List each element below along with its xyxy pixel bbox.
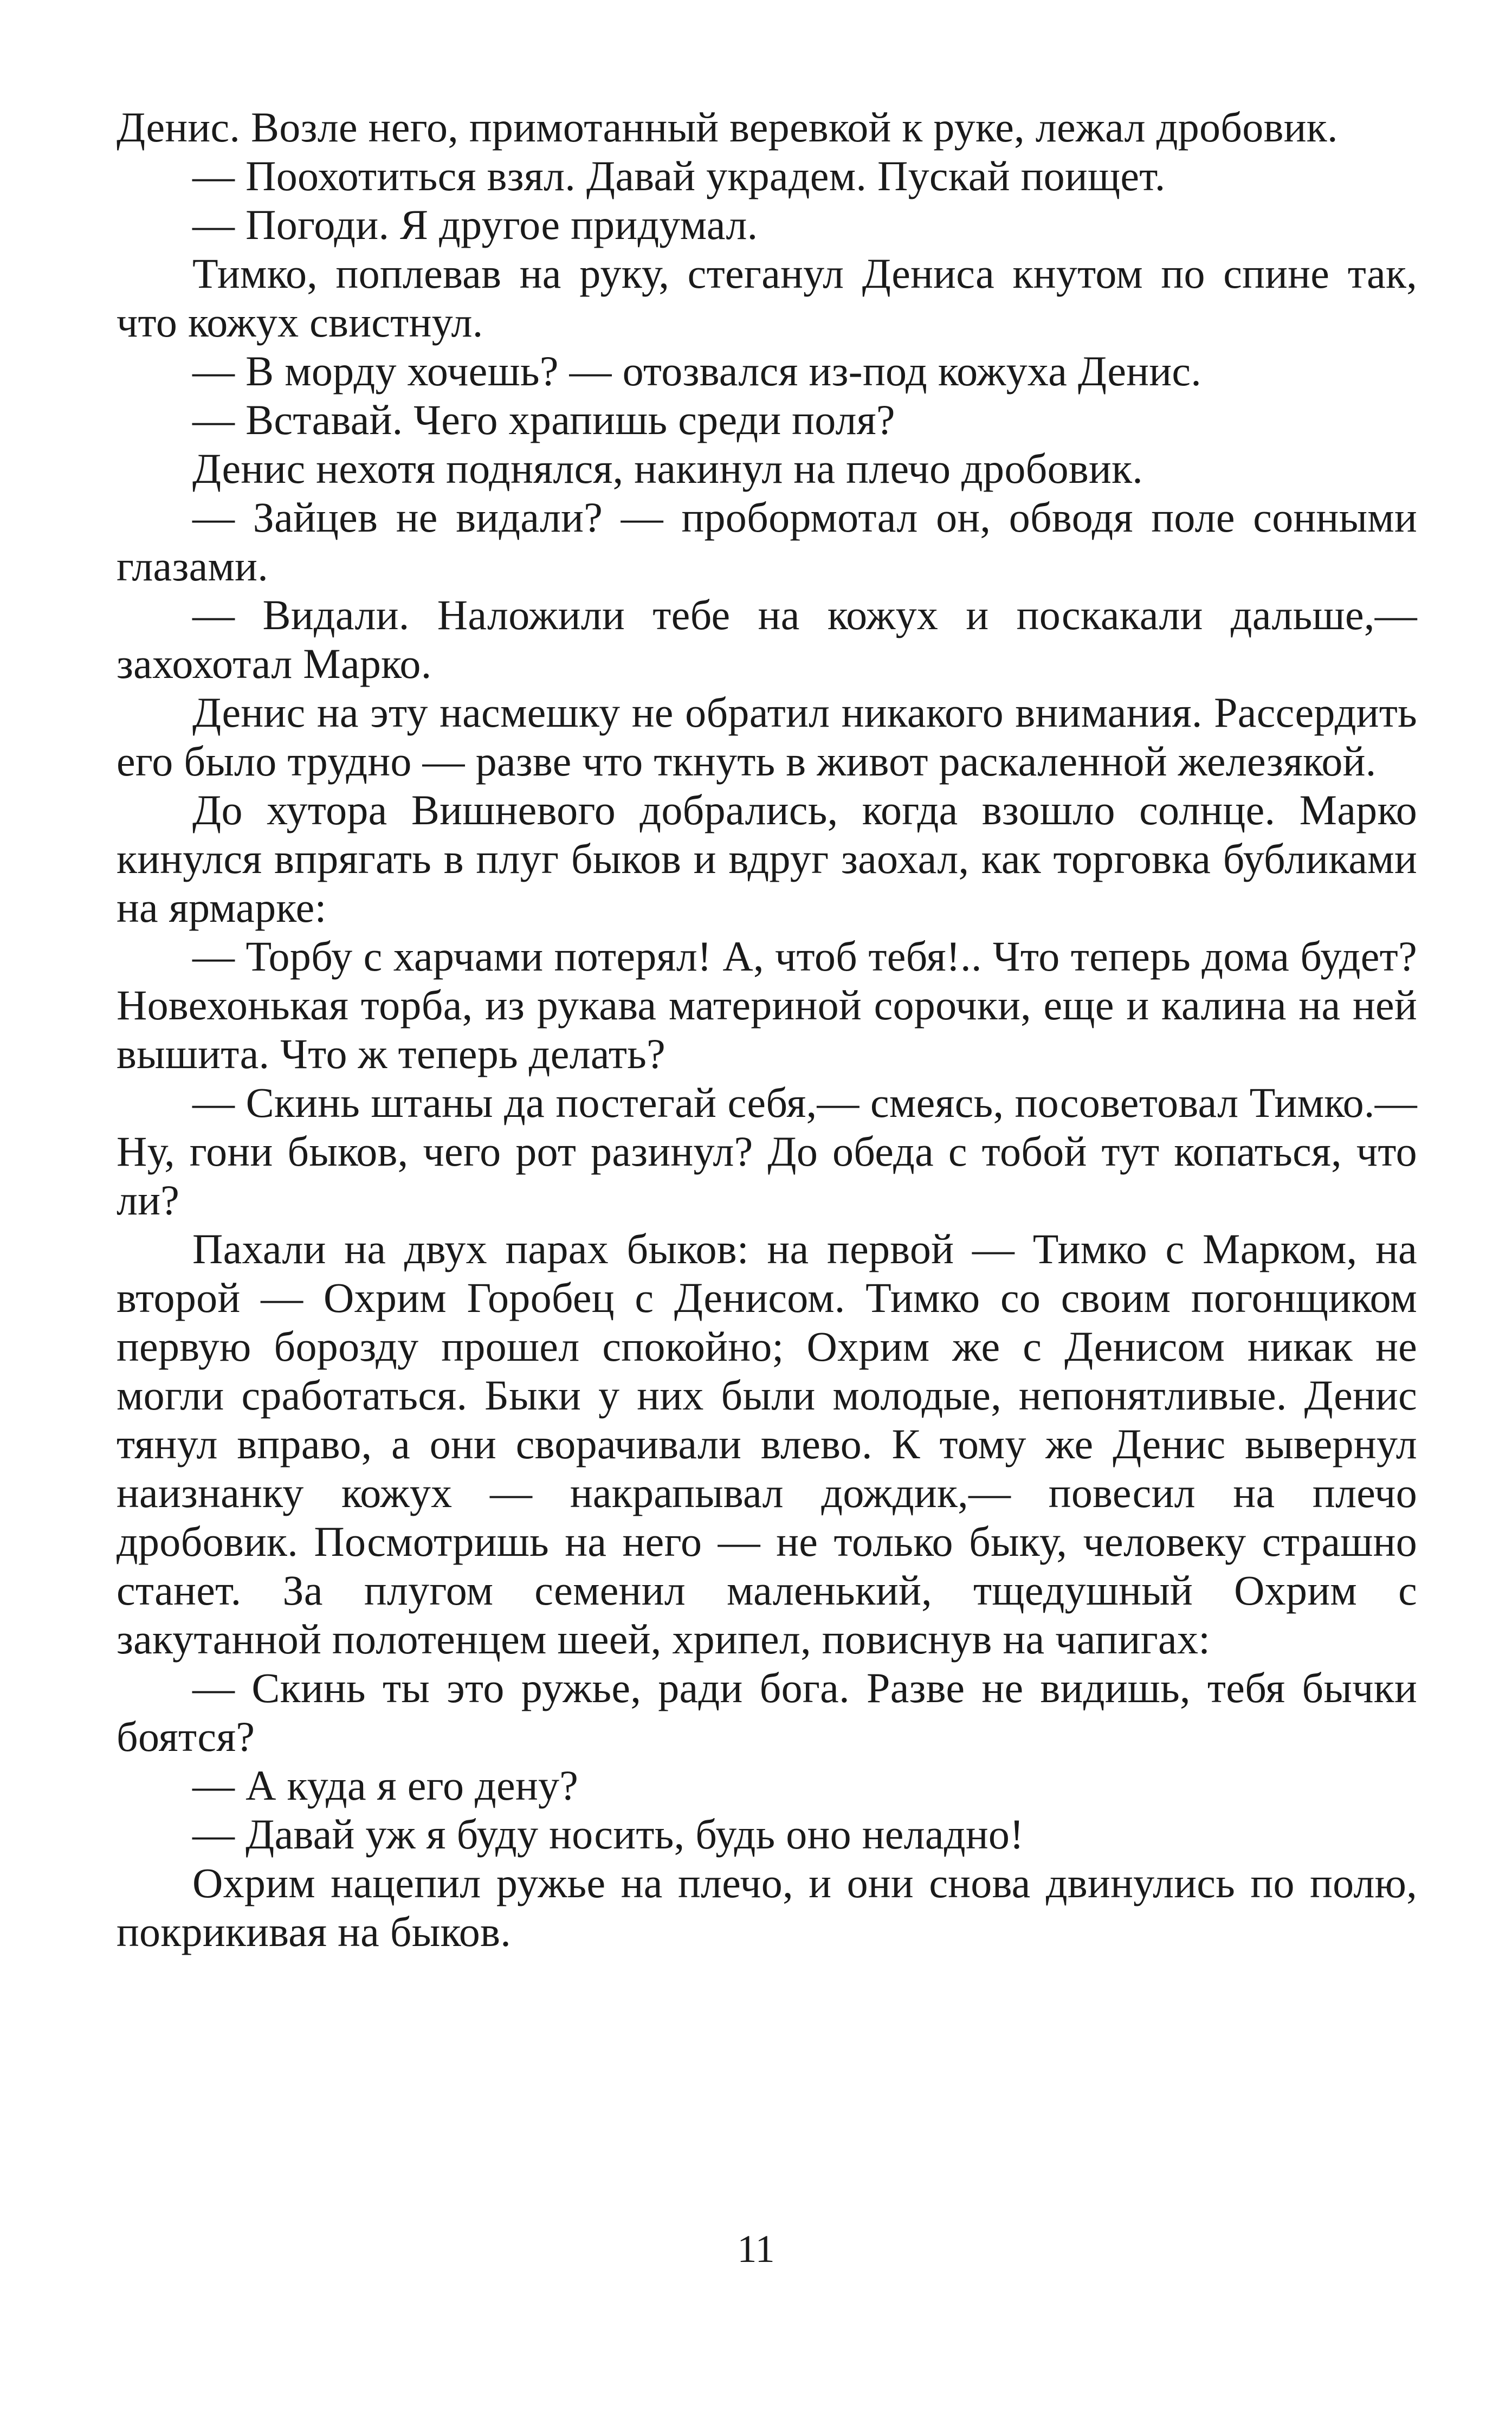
paragraph-14: Пахали на двух парах быков: на первой — Тимко с Марком, на второй — Охрим Горобец с Денисом. Тимко со своим погонщиком первую борозду прошел спокойно; Охрим же с Денисом никак не могли сработаться. Быки у них были молодые, непонятливые. Денис тянул вправо, а они сворачивали влево. К тому же Денис вывернул наизнанку кожух — накрапывал дождик,— повесил на плечо дробовик. Посмотришь на него — не только быку, человеку страшно станет. За плугом семенил маленький, тщедушный Охрим с закутанной полотенцем шеей, хрипел, повиснув на чапигах:: [117, 1225, 1417, 1663]
paragraph-1: Денис. Возле него, примотанный веревкой к руке, лежал дробовик.: [117, 104, 1338, 151]
paragraph-10: Денис на эту насмешку не обратил никакого внимания. Рассердить его было трудно — разве что ткнуть в живот раскаленной железякой.: [117, 689, 1417, 785]
paragraph-3: — Погоди. Я другое придумал.: [192, 201, 758, 248]
paragraph-13: — Скинь штаны да постегай себя,— смеясь, посоветовал Тимко.— Ну, гони быков, чего рот разинул? До обеда с тобой тут копаться, что ли?: [117, 1079, 1417, 1224]
paragraph-5: — В морду хочешь? — отозвался из-под кожуха Денис.: [192, 347, 1202, 395]
book-page: [117, 103, 1417, 1956]
paragraph-6: — Вставай. Чего храпишь среди поля?: [192, 396, 895, 443]
paragraph-2: — Поохотиться взял. Давай украдем. Пускай поищет.: [192, 152, 1166, 199]
paragraph-9: — Видали. Наложили тебе на кожух и поскакали дальше,— захохотал Марко.: [117, 591, 1417, 687]
paragraph-16: — А куда я его дену?: [192, 1762, 579, 1809]
page-number: 11: [737, 2227, 775, 2271]
paragraph-12: — Торбу с харчами потерял! А, чтоб тебя!.. Что теперь дома будет? Новехонькая торба, из рукава материной сорочки, еще и калина на ней вышита. Что ж теперь делать?: [117, 933, 1417, 1077]
paragraph-18: Охрим нацепил ружье на плечо, и они снова двинулись по полю, покрикивая на быков.: [117, 1859, 1417, 1955]
paragraph-17: — Давай уж я буду носить, будь оно неладно!: [192, 1811, 1024, 1858]
paragraph-4: Тимко, поплевав на руку, стеганул Дениса кнутом по спине так, что кожух свистнул.: [117, 250, 1417, 346]
paragraph-8: — Зайцев не видали? — пробормотал он, обводя поле сонными глазами.: [117, 494, 1417, 590]
paragraph-15: — Скинь ты это ружье, ради бога. Разве не видишь, тебя бычки боятся?: [117, 1664, 1417, 1760]
paragraph-7: Денис нехотя поднялся, накинул на плечо дробовик.: [192, 445, 1143, 492]
paragraph-11: До хутора Вишневого добрались, когда взошло солнце. Марко кинулся впрягать в плуг быков и вдруг заохал, как торговка бубликами на ярмарке:: [117, 786, 1417, 931]
